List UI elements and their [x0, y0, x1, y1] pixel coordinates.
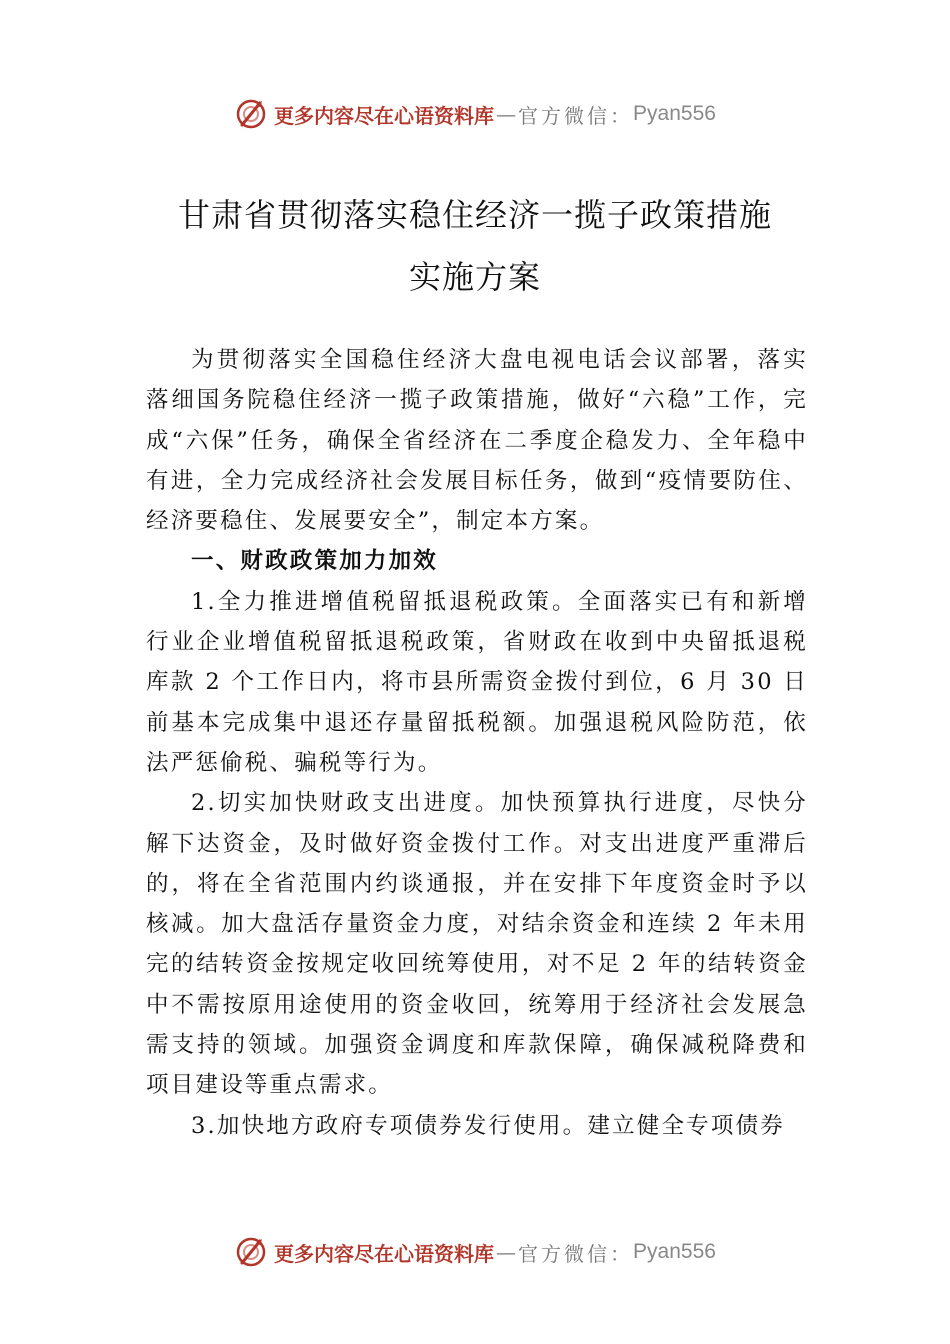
document-body — [146, 340, 808, 1146]
logo-icon — [234, 1235, 268, 1269]
section-heading: 一、财政政策加力加效 — [191, 548, 439, 575]
paragraph-item-2: 2.切实加快财政支出进度。加快预算执行进度，尽快分解下达资金，及时做好资金拨付工作。对支出进度严重滞后的，将在全省范围内约谈通报，并在安排下年度资金时予以核减。加大盘活存量资金力度，对结余资金和连续 2 年未用完的结转资金按规定收回统筹使用，对不足 2 年的结转资金中不需按原用途使用的资金收回，统筹用于经济社会发展急需支持的领域。加强资金调度和库款保障，确保减税降费和项目建设等重点需求。 — [146, 790, 808, 1099]
wechat-label: 官方微信： — [518, 103, 634, 128]
wechat-id: Pyan556 — [633, 102, 716, 125]
intro-paragraph: 为贯彻落实全国稳住经济大盘电视电话会议部署，落实落细国务院稳住经济一揽子政策措施，做好“六稳”工作，完成“六保”任务，确保全省经济在二季度企稳发力、全年稳中有进，全力完成经济社会发展目标任务，做到“疫情要防住、经济要稳住、发展要安全”，制定本方案。 — [146, 347, 808, 535]
paragraph-item-3: 3.加快地方政府专项债券发行使用。建立健全专项债券 — [191, 1112, 785, 1139]
wechat-id: Pyan556 — [633, 1240, 716, 1263]
watermark-header — [0, 94, 950, 134]
paragraph-item-1: 1.全力推进增值税留抵退税政策。全面落实已有和新增行业企业增值税留抵退税政策，省财政在收到中央留抵退税库款 2 个工作日内，将市县所需资金拨付到位，6 月 30 日前基本完成集中退还存量留抵税额。加强退税风险防范，依法严惩偷税、骗税等行为。 — [146, 588, 808, 776]
watermark-text: 更多内容尽在心语资料库 — [274, 103, 495, 128]
watermark-separator: — — [496, 1240, 517, 1264]
document-title-line1: 甘肃省贯彻落实稳住经济一揽子政策措施 — [177, 196, 772, 234]
watermark-text: 更多内容尽在心语资料库 — [274, 1241, 495, 1266]
document-title-line2: 实施方案 — [408, 258, 541, 296]
watermark-footer — [0, 1232, 950, 1272]
wechat-label: 官方微信： — [518, 1241, 634, 1266]
watermark-separator: — — [496, 102, 517, 126]
logo-icon — [234, 97, 268, 131]
